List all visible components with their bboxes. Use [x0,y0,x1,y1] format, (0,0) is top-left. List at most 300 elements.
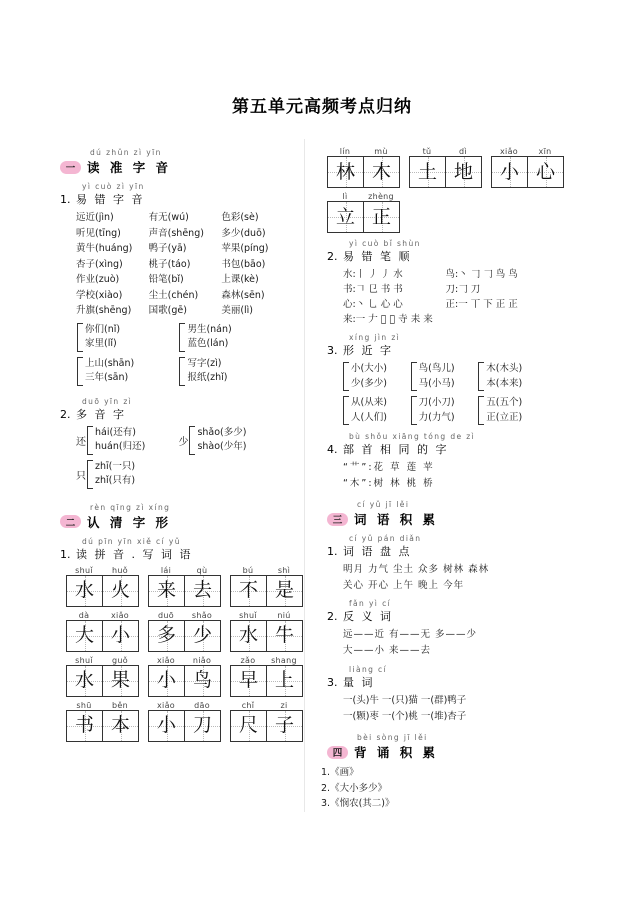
pair-line: 写字(zì) [187,357,222,369]
section3-badge: 三 [327,513,348,526]
grid-word [148,611,221,652]
inventory-number: 1. [327,545,338,558]
grid-char: 果 [110,669,130,691]
word-cell: 书包(bāo) [221,258,266,270]
item1-number: 1. [60,193,71,206]
page-title: 第五单元高频考点归纳 [232,97,412,117]
pair-line: 报纸(zhǐ) [187,372,228,383]
grid-cell [328,157,364,187]
antonym-line: 大——小 来——去 [343,645,432,656]
grid-char: 不 [238,579,258,601]
grid-char: 来 [156,579,176,601]
similar-body [343,362,548,430]
word-cell: 铅笔(bǐ) [148,274,184,285]
section2-badge: 二 [60,515,81,528]
polyphone-group [76,426,178,455]
similar-group [343,396,411,425]
grid-pinyin: zǎo [240,655,256,665]
brace-icon [478,396,484,425]
stroke-entry: 刀:𠃌 刀 [445,284,481,295]
item-similar-characters [327,333,548,430]
grid-pinyin: shuǐ [239,610,257,620]
stroke-line [343,297,548,312]
word-cell: 有无(wú) [148,212,189,223]
similar-lines [419,362,455,391]
radical-pinyin: bù shǒu xiāng tóng de zì [349,432,476,441]
brace-icon [343,362,349,391]
word-cell: 声音(shēng) [148,227,204,239]
grid-char: 上 [274,669,294,691]
brace-icon [478,362,484,391]
grid-cell [267,666,302,696]
similar-line: 刀(小刀) [418,397,455,408]
polyphone-char: 少 [178,436,189,448]
polyphone-line: zhī(一只) [95,460,136,472]
grid-word-pinyin [148,656,221,665]
grid-char: 火 [110,579,130,601]
grid-char: 本 [110,714,130,736]
item2-pinyin: duō yīn zì [82,396,133,406]
grid-word-pinyin [66,701,139,710]
grid-cells [66,710,139,742]
grid-pinyin: shì [277,565,291,575]
stroke-entry: 鸟:丶 𠃌 𠃌 鸟 鸟 [445,269,518,280]
grid-word-pinyin [230,566,303,575]
section4-badge: 四 [327,746,348,759]
grid-cell [149,576,185,606]
measure-pinyin: liàng cí [349,665,388,674]
radical-heading [327,441,548,457]
similar-line: 本(本来) [486,377,523,389]
grid-pinyin: dà [78,610,90,620]
item-easy-mispronounced [60,182,294,391]
grid-cell [67,621,103,651]
antonym-body [343,627,548,659]
inventory-line: 关心 开心 上午 晚上 今年 [343,579,465,591]
character-grid-row [327,147,555,188]
item2-number: 2. [60,407,71,421]
radical-title: 部 首 相 同 的 字 [343,443,449,456]
polyphone-line: shǎo(多少) [197,426,247,438]
grid-word [66,611,139,652]
grid-cells [148,710,221,742]
polyphone-lines [95,426,145,455]
item2-heading [60,406,294,422]
grid-pinyin: lì [342,192,348,201]
section-read-pronunciation [60,148,294,176]
polyphone-line: zhǐ(只有) [95,475,136,486]
pair-line: 家里(lǐ) [85,338,117,349]
grid-char: 正 [371,205,391,228]
right-column [304,139,555,812]
grid-pinyin: dāo [194,700,210,710]
grid-pinyin: xīn [538,147,552,156]
grid-word [148,566,221,607]
pair-line: 你们(nǐ) [85,323,121,335]
section2-title: 认 清 字 形 [87,514,172,530]
item-stroke-order [327,239,548,327]
grid-cell [528,157,563,187]
grid-pinyin: shuǐ [75,655,93,665]
pair-lines [85,357,134,386]
item1-heading [60,191,294,207]
item1-body [76,210,294,391]
polyphone-char: 还 [76,436,86,448]
grid-char: 小 [499,160,519,183]
stroke-entry: 水:丨 丿 丿 水 [343,269,403,280]
character-grid-row [66,655,297,697]
grid-cell [103,666,138,696]
grid-cell [103,621,138,651]
grid-cell [231,666,267,696]
similar-line: 小(大小) [351,363,387,374]
grid-pinyin: shuǐ [75,565,93,575]
section4-pinyin: bèi sòng jī lěi [357,733,428,742]
grid-word [66,701,139,742]
grid-pinyin: xiǎo [111,610,129,620]
brace-icon [189,426,195,455]
grid-cell [67,711,103,741]
grid-pinyin: zi [280,700,288,710]
similar-lines [419,396,455,425]
similar-line: 人(人们) [351,411,387,423]
grid-char: 水 [74,579,94,601]
similar-group [478,362,546,391]
radical-body [343,460,548,491]
polyphone-line: huán(归还) [95,441,146,452]
word-cell: 色彩(sè) [221,212,259,223]
section-recitation [327,733,548,761]
write-words-heading [60,546,294,562]
inventory-line: 明月 力气 尘土 众多 树林 森林 [343,564,490,575]
grid-word [148,656,221,697]
grid-char: 大 [74,624,94,646]
grid-cells [148,665,221,697]
grid-cell [103,711,138,741]
inventory-pinyin: cí yǔ pán diǎn [349,534,422,543]
grid-char: 少 [192,624,212,646]
grid-word-pinyin [148,611,221,620]
grid-cell [364,157,399,187]
mispronounced-pair-groups [76,323,294,391]
pair-lines [85,323,120,352]
stroke-entry: 心:丶 乚 心 心 [343,299,403,310]
grid-pinyin: shū [76,700,92,710]
brace-icon [411,362,417,391]
word-cell: 鸭子(yā) [148,243,187,254]
grid-cells [230,575,303,607]
similar-line: 力(力气) [418,411,455,423]
grid-cells [409,156,482,188]
stroke-order-title: 易 错 笔 顺 [343,250,412,263]
word-cell: 听见(tīng) [76,227,121,239]
grid-pinyin: qù [196,565,208,575]
grid-word-pinyin [66,656,139,665]
grid-char: 立 [335,205,355,228]
grid-pinyin: xiǎo [157,655,175,665]
word-cell: 尘土(chén) [148,289,199,301]
grid-char: 小 [156,669,176,691]
item-same-radical [327,432,548,491]
similar-lines [486,396,522,425]
grid-word-pinyin [491,147,564,156]
grid-word-pinyin [230,656,303,665]
section2-heading [60,513,294,531]
grid-pinyin: niǎo [192,655,212,665]
grid-pinyin: xiǎo [500,147,518,156]
measure-line: 一(头)牛 一(只)猫 一(群)鸭子 [343,695,467,706]
section4-title: 背 诵 积 累 [354,745,439,760]
similar-group [343,362,411,391]
polyphone-groups [76,426,294,494]
measure-line: 一(颗)枣 一(个)桃 一(堆)杏子 [343,710,467,722]
radical-number: 4. [327,443,338,456]
stroke-line [343,312,548,327]
grid-char: 小 [110,624,130,646]
word-cell: 国歌(gē) [148,305,187,316]
brace-icon [87,460,93,489]
antonym-pinyin: fǎn yì cí [349,599,392,608]
grid-word [66,566,139,607]
item1-title: 易 错 字 音 [76,193,145,206]
radical-line: “艹”:花 草 莲 苹 [343,462,435,473]
grid-word-pinyin [148,566,221,575]
grid-cells [148,620,221,652]
grid-cell [267,711,302,741]
similar-lines [351,362,387,391]
grid-pinyin: bú [242,565,254,575]
item1-pinyin: yì cuò zì yīn [82,182,145,191]
grid-word-pinyin [148,701,221,710]
grid-char: 水 [238,624,258,646]
grid-pinyin: huǒ [112,565,128,575]
grid-cells [491,156,564,188]
mispronounced-word-grid [76,210,294,319]
grid-char: 牛 [274,624,294,646]
pair-group [178,357,280,386]
polyphone-group [178,426,280,455]
grid-char: 是 [274,579,294,601]
worksheet-page [0,92,644,923]
grid-pinyin: lín [339,147,351,156]
grid-pinyin: mù [374,147,388,156]
measure-number: 3. [327,676,338,689]
character-grid-row [66,611,294,652]
word-cell: 美丽(lì) [221,305,254,316]
similar-group [411,362,479,391]
pair-line: 蓝色(lán) [187,338,229,349]
grid-word-pinyin [327,147,400,156]
polyphone-char: 只 [76,470,86,482]
similar-group [478,396,546,425]
content-columns [0,139,644,812]
stroke-entry: 正:一 丅 下 正 正 [445,299,518,310]
word-cell: 学校(xiào) [76,289,123,301]
similar-number: 3. [327,344,338,357]
grid-word-pinyin [230,611,303,620]
stroke-line [343,282,548,297]
character-grid-row [66,566,294,607]
recitation-list [321,765,548,812]
grid-cell [67,666,103,696]
polyphone-line: shào(少年) [197,441,247,452]
similar-line: 五(五个) [486,397,523,408]
grid-word [148,701,221,742]
grid-char: 子 [274,714,294,736]
word-cell: 桃子(táo) [148,258,191,270]
grid-word [66,656,139,697]
inventory-body [343,562,548,593]
stroke-entry: 来:一 𠂇 𫝀 𫝀 寺 耒 来 [343,314,433,325]
grid-pinyin: xiǎo [157,700,175,710]
grid-cells [148,575,221,607]
section-vocabulary [327,500,548,528]
grid-cell [231,621,267,651]
stroke-order-number: 2. [327,250,338,263]
section1-title: 读 准 字 音 [87,160,172,175]
grid-cell [231,711,267,741]
pair-group [76,357,178,386]
grid-char: 多 [156,624,176,646]
grid-cells [230,665,303,697]
item2-title: 多 音 字 [76,407,126,421]
grid-char: 木 [371,160,391,183]
grid-char: 鸟 [192,669,212,691]
grid-char: 早 [238,669,258,691]
similar-line: 从(从来) [351,397,387,408]
antonym-line: 远——近 有——无 多——少 [343,629,478,640]
grid-cells [327,156,400,188]
grid-word-pinyin [327,192,400,201]
grid-word-pinyin [409,147,482,156]
section3-title: 词 语 积 累 [354,512,439,527]
polyphone-group [76,460,178,489]
grid-cell [103,576,138,606]
polyphone-lines [197,426,246,455]
grid-char: 去 [192,579,212,601]
similar-line: 鸟(鸟儿) [418,363,455,374]
similar-line: 木(木头) [486,363,523,374]
similar-lines [486,362,522,391]
word-cell: 黄牛(huáng) [76,243,133,254]
grid-cell [185,666,220,696]
similar-heading [327,342,548,358]
grid-word-pinyin [66,566,139,575]
grid-cell [149,621,185,651]
brace-icon [77,357,83,386]
stroke-order-heading [327,248,548,264]
character-grid-row [66,701,294,742]
write-words-pinyin: dú pīn yīn xiě cí yǔ [82,536,181,546]
stroke-order-body [343,267,548,327]
polyphone-lines [95,460,135,489]
item-measure-words [327,665,548,724]
grid-cell [446,157,481,187]
item-write-words [60,536,297,742]
pair-line: 上山(shān) [85,357,135,369]
grid-word [230,701,303,742]
grid-cell [410,157,446,187]
grid-cell [185,621,220,651]
grid-pinyin: tǔ [422,147,432,156]
section4-heading [327,743,548,761]
polyphone-line: hái(还有) [95,426,136,438]
grid-pinyin: shang [271,655,297,665]
grid-word [230,566,303,607]
pair-lines [187,357,227,386]
section-recognize-form [60,503,294,531]
pair-lines [187,323,231,352]
similar-line: 少(多少) [351,377,387,389]
grid-cell [149,711,185,741]
stroke-line [343,267,548,282]
measure-title: 量 词 [343,676,375,689]
grid-pinyin: běn [112,700,128,710]
grid-char: 地 [453,160,473,183]
measure-heading [327,674,548,690]
grid-char: 刀 [192,714,212,736]
grid-pinyin: niú [277,610,291,620]
brace-icon [179,357,185,386]
grid-cells [230,620,303,652]
brace-icon [87,426,93,455]
grid-word-pinyin [66,611,139,620]
measure-body [343,693,548,724]
grid-char: 心 [535,160,555,183]
word-cell: 多少(duō) [221,227,266,239]
similar-line: 马(小马) [418,377,455,389]
radical-line: “木”:树 林 桃 桥 [343,477,435,489]
word-cell: 杏子(xìng) [76,258,123,270]
grid-cell [185,711,220,741]
grid-cells [230,710,303,742]
section3-pinyin: cí yǔ jī lěi [357,500,410,509]
grid-cells [327,201,400,233]
antonym-title: 反 义 词 [343,610,393,623]
similar-lines [351,396,387,425]
similar-group [411,396,479,425]
pair-group [178,323,280,352]
left-column [60,139,304,812]
grid-pinyin: dì [459,147,467,156]
word-cell: 升旗(shēng) [76,305,132,316]
write-words-grids [66,565,297,742]
stroke-order-pinyin: yì cuò bǐ shùn [349,239,421,248]
write-words-title: 读 拼 音 . 写 词 语 [76,547,193,561]
write-words-number: 1. [60,547,71,561]
stroke-entry: 书:𠃍 㔾 书 书 [343,284,403,295]
grid-char: 土 [417,160,437,183]
grid-pinyin: chǐ [241,700,255,710]
grid-cell [185,576,220,606]
brace-icon [411,396,417,425]
grid-pinyin: guǒ [112,655,128,665]
grid-word [327,147,400,188]
grid-word [230,611,303,652]
word-cell: 作业(zuò) [76,274,120,285]
antonym-number: 2. [327,610,338,623]
grid-word [230,656,303,697]
brace-icon [179,323,185,352]
section3-heading [327,510,548,528]
section1-badge: 一 [60,161,81,174]
word-cell: 上课(kè) [221,274,259,285]
word-cell: 远近(jìn) [76,212,114,223]
similar-pinyin: xíng jìn zì [349,333,401,342]
similar-title: 形 近 字 [343,344,393,357]
section1-heading [60,158,294,176]
section1-pinyin: dú zhǔn zì yīn [90,148,162,157]
